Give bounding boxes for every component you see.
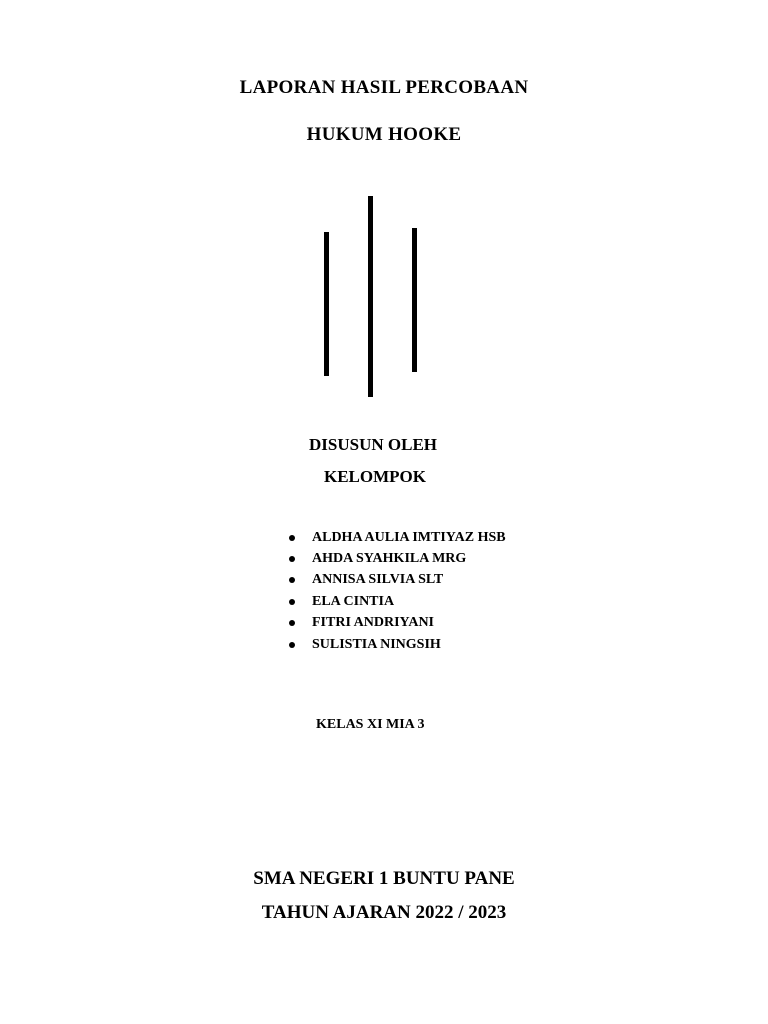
bullet-icon — [289, 556, 295, 562]
member-item — [287, 591, 506, 612]
member-list — [287, 527, 506, 655]
bullet-icon — [289, 535, 295, 541]
report-title: LAPORAN HASIL PERCOBAAN — [239, 77, 529, 98]
member-name: ELA CINTIA — [312, 593, 395, 609]
decorative-bar-center — [368, 196, 373, 397]
bullet-icon — [289, 620, 295, 626]
member-name: ANNISA SILVIA SLT — [312, 572, 444, 588]
decorative-bar-right — [412, 228, 417, 372]
bullet-icon — [289, 642, 295, 648]
member-name: FITRI ANDRIYANI — [312, 615, 435, 631]
member-name: SULISTIA NINGSIH — [312, 636, 441, 652]
member-item — [287, 527, 506, 548]
bullet-icon — [289, 577, 295, 583]
group-label: KELOMPOK — [324, 467, 426, 486]
member-name: AHDA SYAHKILA MRG — [312, 551, 467, 567]
author-label: DISUSUN OLEH — [309, 435, 438, 454]
member-item — [287, 570, 506, 591]
member-item — [287, 548, 506, 569]
member-item — [287, 613, 506, 634]
school-name: SMA NEGERI 1 BUNTU PANE — [253, 868, 515, 889]
bullet-icon — [289, 599, 295, 605]
member-item — [287, 634, 506, 655]
class-label: KELAS XI MIA 3 — [316, 717, 425, 732]
academic-year: TAHUN AJARAN 2022 / 2023 — [261, 902, 507, 923]
member-name: ALDHA AULIA IMTIYAZ HSB — [312, 529, 506, 545]
report-subtitle: HUKUM HOOKE — [306, 124, 462, 145]
decorative-bar-left — [324, 232, 329, 376]
